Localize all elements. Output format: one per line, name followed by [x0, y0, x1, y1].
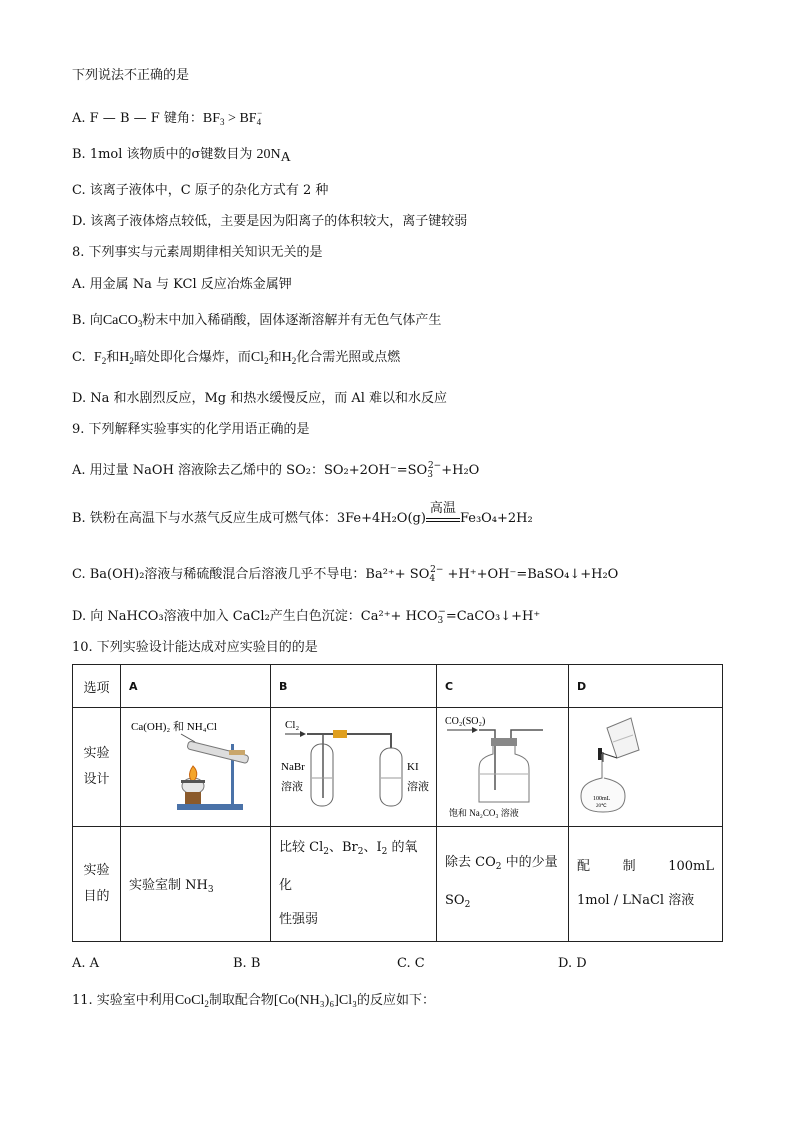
q9-b-pre: B. 铁粉在高温下与水蒸气反应生成可燃气体：3Fe+4H₂O(g)	[72, 511, 426, 526]
q11-complex: [Co(NH₃)₆]Cl₃	[273, 993, 357, 1008]
header-option: 选项	[73, 665, 121, 708]
q9-a-text: A. 用过量 NaOH 溶液除去乙烯中的 SO₂：SO₂+2OH⁻=SO	[72, 463, 428, 478]
q8-stem: 8. 下列事实与元素周期律相关知识无关的是	[72, 245, 323, 260]
q7-option-c: C. 该离子液体中，C 原子的杂化方式有 2 种	[72, 183, 329, 198]
purpose-d-l2: 1mol / LNaCl 溶液	[577, 893, 695, 908]
q8-c-mid2: 暗处即化合爆炸，而	[133, 350, 251, 365]
q7-a-gt: >	[224, 111, 240, 126]
answer-option-b[interactable]: B. B	[233, 956, 261, 971]
purpose-c-line2: SO	[445, 893, 465, 908]
q9-b-condition: 高温	[429, 501, 456, 516]
q7-a-text: A. F — B — F 键角：	[72, 111, 203, 126]
q9-d-pre: D. 向 NaHCO₃溶液中加入 CaCl₂产生白色沉淀：Ca²⁺+ HCO	[72, 609, 438, 624]
q8-option-b: B. 向CaCO$_3$粉末中加入稀硝酸，固体逐渐溶解并有无色气体产生	[72, 313, 442, 329]
q11-pre: 11. 实验室中利用	[72, 993, 175, 1008]
figure-b-ki: KI	[407, 761, 419, 773]
purpose-c: 除去 $CO_2$ 中的少量 $SO_2$	[437, 827, 569, 942]
figure-b-cell	[271, 708, 437, 827]
purpose-b-post: 的氧化	[279, 840, 418, 893]
q8-option-a: A. 用金属 Na 与 KCl 反应冶炼金属钾	[72, 277, 292, 292]
figure-c-cell	[437, 708, 569, 827]
experiment-table	[72, 664, 723, 942]
q7-a-lhs: BF	[202, 111, 221, 126]
q7-option-a: A. F — B — F 键角：$BF_3 > BF_4^-$	[72, 108, 263, 127]
figure-d-temp: 20℃	[596, 804, 607, 809]
q8-b-post: 粉末中加入稀硝酸，固体逐渐溶解并有无色气体产生	[142, 313, 442, 328]
q8-option-d: D. Na 和水剧烈反应，Mg 和热水缓慢反应，而 Al 难以和水反应	[72, 391, 448, 406]
row-label-design	[73, 708, 121, 827]
q9-option-a: A. 用过量 NaOH 溶液除去乙烯中的 SO₂：$SO_2+2OH^-=SO_3^{2-}+H_2O$	[72, 461, 480, 480]
purpose-b-mid1: 、Br	[328, 840, 358, 855]
figure-b-sol2: 溶液	[407, 781, 429, 793]
figure-d-flask: 100mL	[593, 796, 611, 802]
purpose-b-mid2: 、I	[363, 840, 382, 855]
q9-a-tail: +H₂O	[441, 463, 480, 478]
q8-c-post: 化合需光照或点燃	[296, 350, 401, 365]
figure-b-cl2: Cl₂	[285, 719, 300, 731]
figure-b-sol1: 溶液	[281, 781, 303, 793]
header-a: A	[121, 665, 271, 708]
q8-c-mid3: 和	[268, 350, 282, 365]
q8-option-c: C. $F_2$和$H_2$暗处即化合爆炸，而$Cl_2$和$H_2$化合需光照或点燃	[72, 350, 401, 366]
figure-c-bottom: 饱和 Na₂CO₃ 溶液	[449, 808, 519, 818]
figure-d-cell	[569, 708, 723, 827]
q8-c-pre: C.	[72, 350, 86, 365]
figure-a-label: Ca(OH)₂ 和 NH₄Cl	[131, 721, 217, 733]
q11-post: 的反应如下：	[356, 993, 435, 1008]
q9-stem: 9. 下列解释实验事实的化学用语正确的是	[72, 422, 310, 437]
q9-b-post: Fe₃O₄+2H₂	[459, 511, 533, 526]
q11-mid: 制取配合物	[208, 993, 274, 1008]
q11-stem: 11. 实验室中利用CoCl$_2$制取配合物[Co(NH₃)₆]Cl₃的反应如下：	[72, 993, 435, 1009]
row-label-design-text: 实验设计	[83, 746, 110, 787]
q7-b-text: B. 1mol 该物质中的σ键数目为	[72, 147, 257, 162]
q8-c-mid1: 和	[106, 350, 120, 365]
header-c: C	[437, 665, 569, 708]
question-intro: 下列说法不正确的是	[72, 68, 190, 83]
table-header-row	[73, 665, 723, 708]
answer-option-a[interactable]: A. A	[72, 956, 100, 971]
q7-a-rhs: BF	[239, 111, 257, 126]
q9-c-pre: C. Ba(OH)₂溶液与稀硫酸混合后溶液几乎不导电：Ba²⁺+ SO	[72, 567, 430, 582]
answer-option-d[interactable]: D. D	[558, 956, 587, 971]
purpose-b-line2: 性强弱	[279, 912, 319, 927]
q8-b-pre: B. 向	[72, 313, 103, 328]
purpose-a: 实验室制 $NH_3$	[121, 827, 271, 942]
purpose-d	[569, 827, 723, 942]
purpose-b-pre: 比较 Cl	[279, 840, 324, 855]
q9-option-d: D. 向 NaHCO₃溶液中加入 CaCl₂产生白色沉淀：$Ca^{2+}+ HCO_3^-=CaCO_3↓+H^+$	[72, 607, 541, 626]
purpose-b: 比较 $Cl_2$、$Br_2$、$I_2$ 的氧化 性强弱	[271, 827, 437, 942]
q7-option-b	[72, 146, 291, 167]
row-label-purpose	[73, 827, 121, 942]
answer-option-c[interactable]: C. C	[397, 956, 425, 971]
q7-b-sub: A	[280, 150, 291, 165]
header-b: B	[271, 665, 437, 708]
row-label-purpose-text: 实验目的	[83, 863, 110, 904]
q9-d-post: =CaCO₃↓+H⁺	[445, 609, 541, 624]
purpose-d-l1b: 制	[622, 859, 636, 874]
purpose-d-l1a: 配	[577, 859, 591, 874]
apparatus-c-figure	[437, 708, 569, 822]
apparatus-a-figure	[121, 708, 271, 822]
q9-option-c: C. Ba(OH)₂溶液与稀硫酸混合后溶液几乎不导电：$Ba^{2+}+ SO_4^{2-}$ +H⁺+OH⁻=BaSO₄↓+H₂O	[72, 565, 619, 584]
q10-stem: 10. 下列实验设计能达成对应实验目的的是	[72, 640, 318, 655]
header-d: D	[569, 665, 723, 708]
figure-c-top: CO₂(SO₂)	[445, 716, 486, 727]
purpose-d-l1c: 100mL	[668, 859, 714, 874]
table-row-purpose	[73, 827, 723, 942]
apparatus-d-figure	[569, 708, 723, 822]
figure-a-cell	[121, 708, 271, 827]
apparatus-b-figure	[271, 708, 437, 822]
figure-b-nabr: NaBr	[281, 761, 305, 773]
table-row-design	[73, 708, 723, 827]
purpose-c-post: 中的少量	[501, 855, 558, 870]
q7-b-value: 20N	[256, 147, 281, 162]
purpose-a-text: 实验室制 NH	[129, 877, 208, 893]
q9-option-b	[72, 501, 533, 528]
purpose-c-pre: 除去 CO	[445, 855, 496, 870]
q9-c-post: +H⁺+OH⁻=BaSO₄↓+H₂O	[443, 567, 619, 582]
q7-option-d: D. 该离子液体熔点较低，主要是因为阳离子的体积较大，离子键较弱	[72, 214, 468, 229]
